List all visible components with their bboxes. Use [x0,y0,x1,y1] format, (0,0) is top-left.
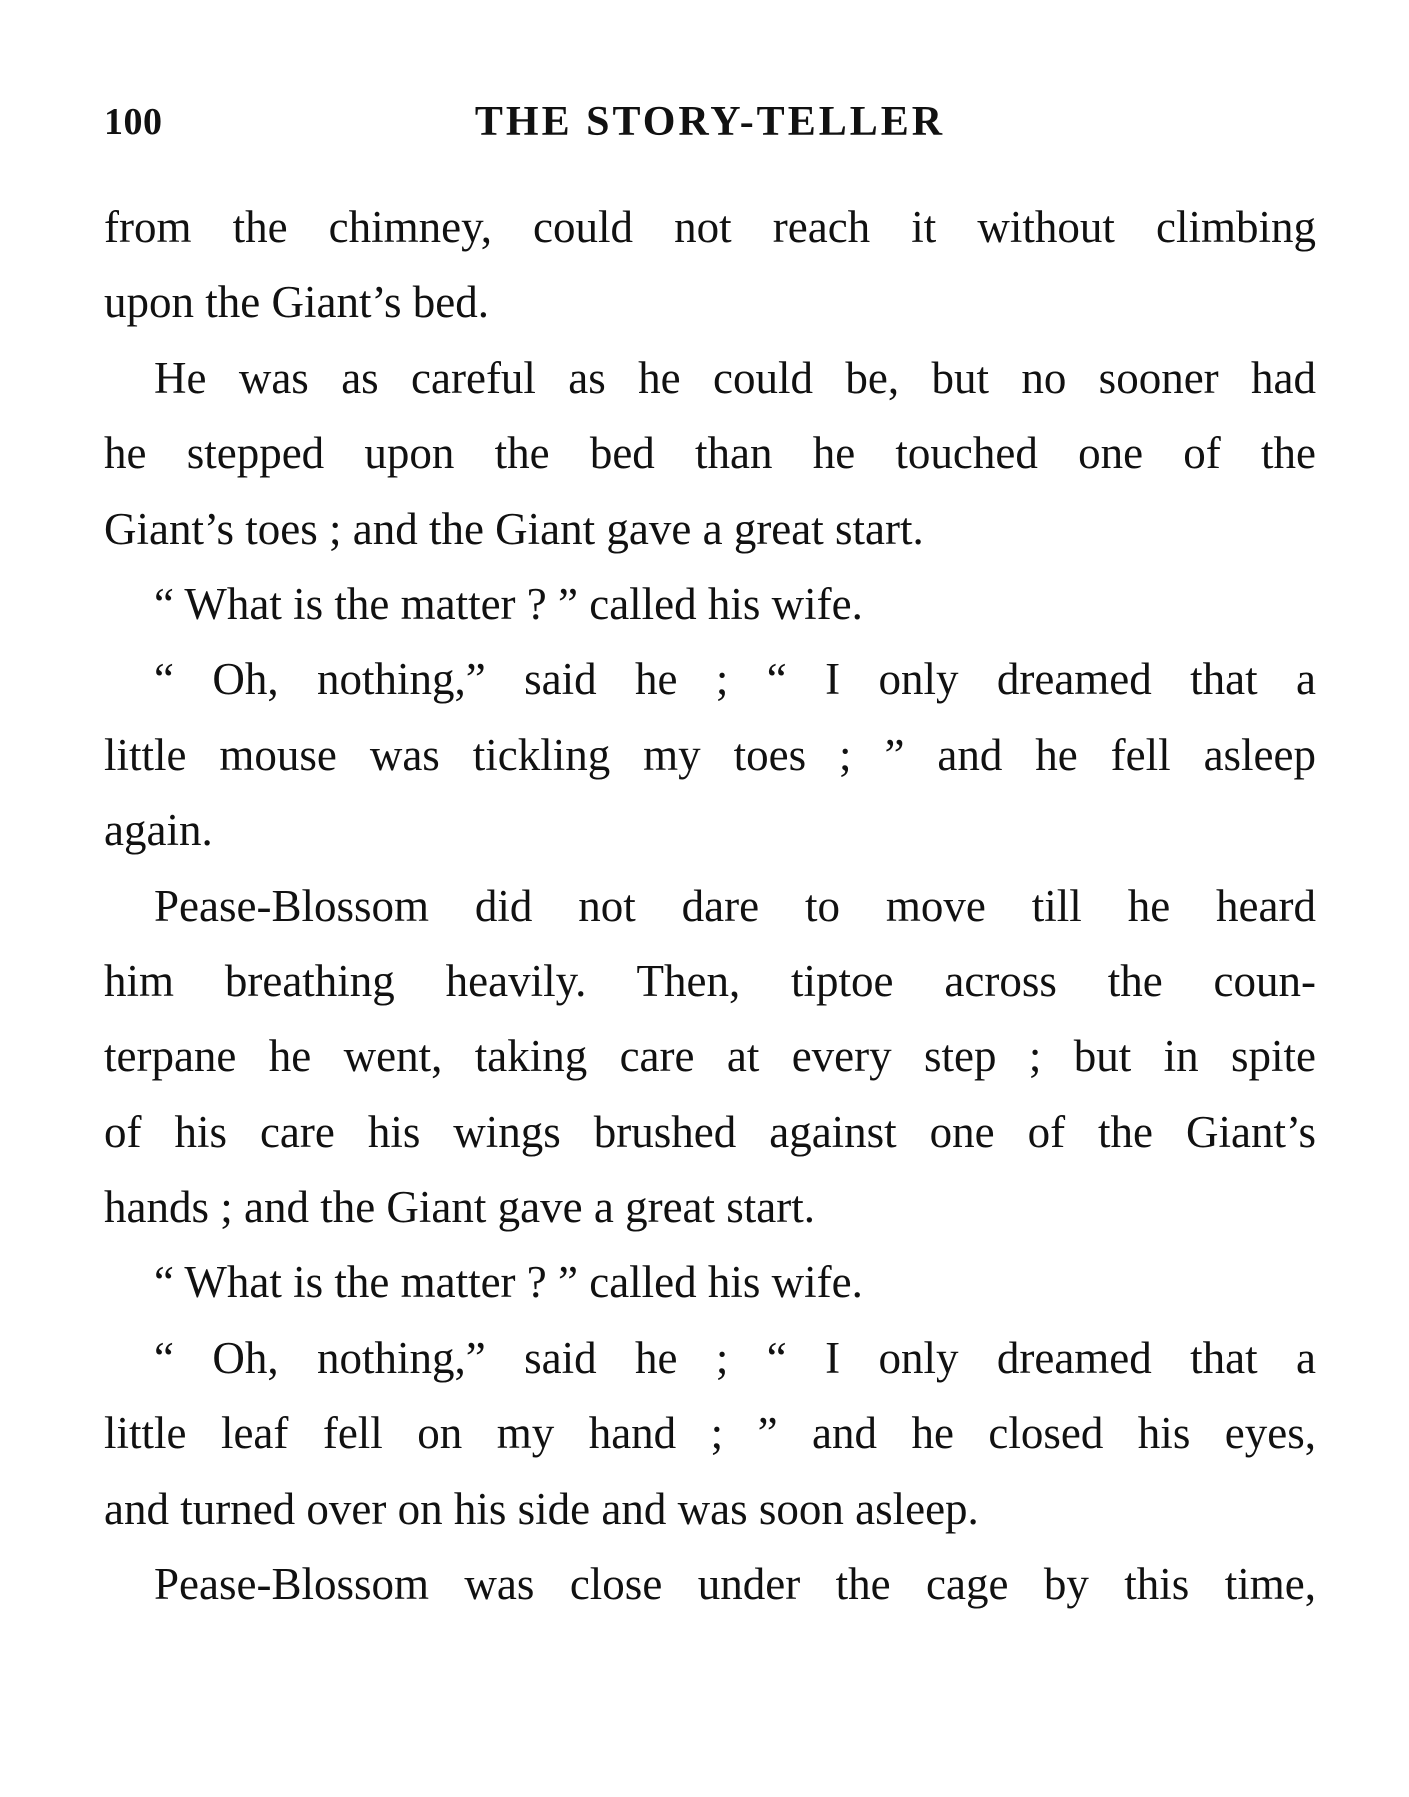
text-line: again. [104,805,213,856]
running-title: THE STORY-TELLER [474,99,946,145]
page-number: 100 [104,101,163,143]
text-line: little mouse was tickling my toes ; ” and he fell asleep [104,729,1316,780]
paragraph-first-line: He was as careful as he could be, but no sooner had [154,352,1316,403]
paragraph-first-line: “ Oh, nothing,” said he ; “ I only dreamed that a [154,1332,1316,1383]
text-line: he stepped upon the bed than he touched one of the [104,428,1316,479]
text-line: from the chimney, could not reach it without climbing [104,202,1316,252]
text-line: little leaf fell on my hand ; ” and he closed his eyes, [104,1408,1316,1459]
text-line: and turned over on his side and was soon asleep. [104,1483,979,1534]
text-line: upon the Giant’s bed. [104,277,489,328]
paragraph-first-line: Pease-Blossom did not dare to move till he heard [154,880,1316,931]
running-head [104,92,1316,152]
text-line: of his care his wings brushed against one of the Giant’s [104,1106,1316,1157]
text-line: hands ; and the Giant gave a great start. [104,1182,815,1233]
text-line: him breathing heavily. Then, tiptoe across the coun- [104,955,1316,1006]
paragraph-first-line: “ What is the matter ? ” called his wife. [154,1257,863,1308]
paragraph-first-line: Pease-Blossom was close under the cage by this time, [154,1559,1316,1610]
body-text [104,190,1316,1622]
text-line: Giant’s toes ; and the Giant gave a great start. [104,503,924,554]
text-line: terpane he went, taking care at every step ; but in spite [104,1031,1316,1082]
paragraph-first-line: “ What is the matter ? ” called his wife. [154,578,863,629]
paragraph-first-line: “ Oh, nothing,” said he ; “ I only dreamed that a [154,654,1316,705]
